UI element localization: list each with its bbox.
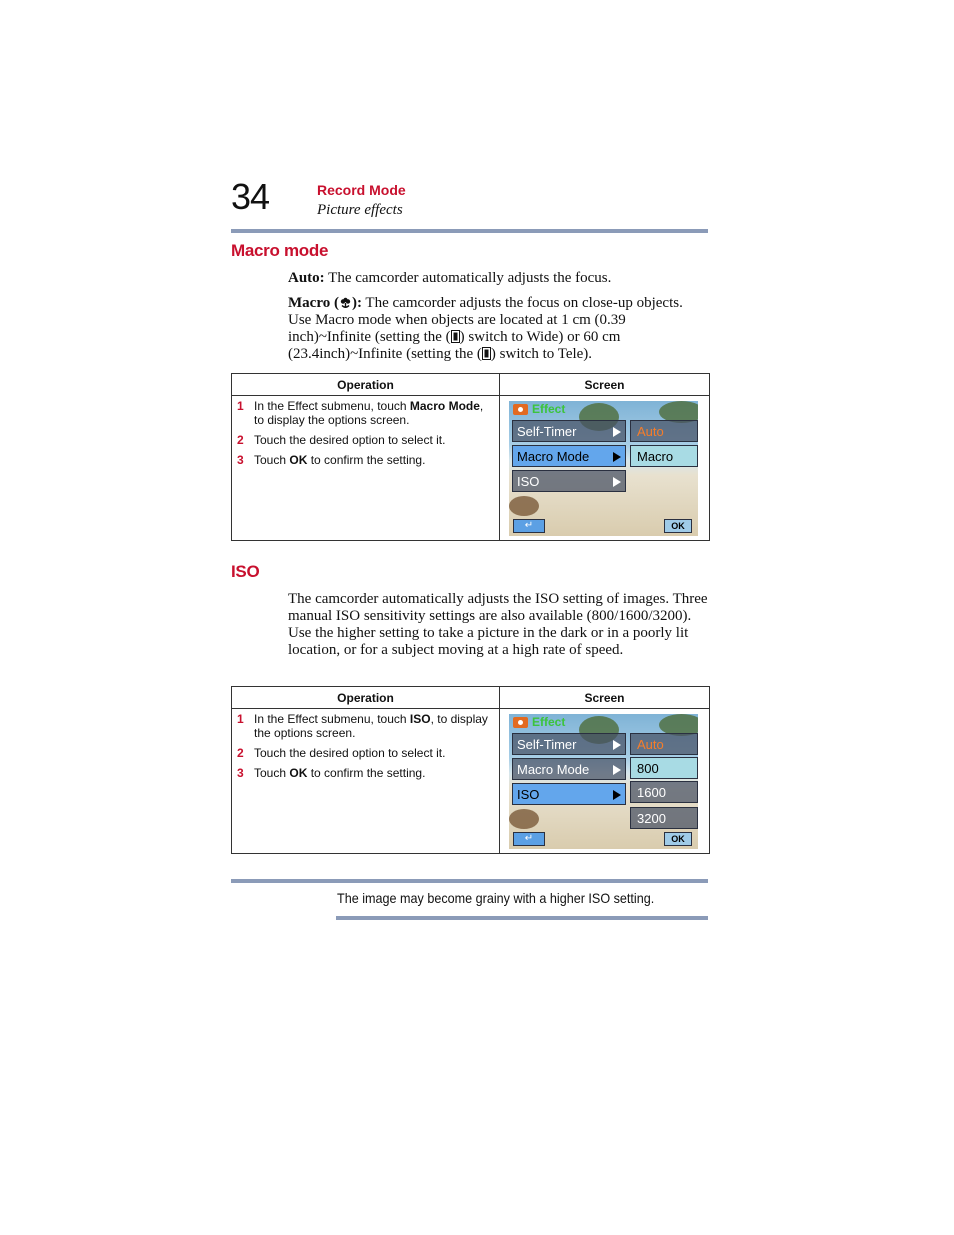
back-button[interactable] (513, 832, 545, 846)
macro-label-end: ): (351, 295, 362, 311)
paragraph-macro (288, 295, 708, 363)
effect-label: Effect (532, 402, 566, 416)
option-auto[interactable]: Auto (630, 420, 698, 442)
section-title: Picture effects (317, 202, 403, 218)
arrow-right-icon (613, 790, 621, 800)
auto-label: Auto: (288, 270, 325, 286)
screen-cell (500, 396, 710, 541)
macro-flower-icon (339, 296, 352, 309)
back-button[interactable] (513, 519, 545, 533)
operation-steps-cell (232, 709, 500, 854)
menu-item-iso[interactable]: ISO (512, 470, 626, 492)
effect-label: Effect (532, 715, 566, 729)
note-text: The image may become grainy with a higher ISO setting. (337, 890, 655, 906)
camera-screen-macro (509, 401, 698, 536)
step-item: 3 Touch OK to confirm the setting. (237, 766, 426, 780)
screen-cell (500, 709, 710, 854)
column-header-operation: Operation (232, 687, 500, 709)
option-3200[interactable]: 3200 (630, 807, 698, 829)
camera-icon (513, 717, 528, 728)
camera-icon (513, 404, 528, 415)
step-item: 2 Touch the desired option to select it. (237, 433, 446, 447)
back-arrow-icon: ↵ (524, 520, 534, 531)
auto-text: The camcorder automatically adjusts the focus. (324, 270, 612, 286)
paragraph-auto (288, 270, 708, 287)
arrow-right-icon (613, 427, 621, 437)
zoom-switch-icon (482, 347, 491, 360)
menu-item-self-timer[interactable]: Self-Timer (512, 733, 626, 755)
column-header-operation: Operation (232, 374, 500, 396)
macro-operation-table (231, 373, 710, 541)
option-macro[interactable]: Macro (630, 445, 698, 467)
back-arrow-icon: ↵ (524, 833, 534, 844)
column-header-screen: Screen (500, 687, 710, 709)
ok-button[interactable]: OK (664, 519, 692, 533)
ok-button[interactable]: OK (664, 832, 692, 846)
step-item: 1 In the Effect submenu, touch Macro Mode, to display the options screen. (237, 399, 484, 427)
camera-screen-iso (509, 714, 698, 849)
option-1600[interactable]: 1600 (630, 781, 698, 803)
operation-steps-cell (232, 396, 500, 541)
macro-text-1: The camcorder adjusts the focus on close-up objects. Use Macro mode when objects are located at 1 cm (0.39 inch)~Infinite (setting the ( (288, 295, 683, 345)
heading-iso: ISO (231, 562, 260, 581)
zoom-switch-icon (451, 330, 460, 343)
note-rule-bottom (336, 916, 708, 920)
header-rule (231, 229, 708, 233)
menu-item-self-timer[interactable]: Self-Timer (512, 420, 626, 442)
column-header-screen: Screen (500, 374, 710, 396)
iso-operation-table (231, 686, 710, 854)
arrow-right-icon (613, 477, 621, 487)
page-number: 34 (231, 176, 270, 217)
macro-text-2: ) switch to Wide) or 60 cm (23.4inch)~Infinite (setting the ( (288, 329, 621, 362)
step-item: 3 Touch OK to confirm the setting. (237, 453, 426, 467)
heading-macro-mode: Macro mode (231, 241, 329, 260)
step-item: 1 In the Effect submenu, touch ISO, to display the options screen. (237, 712, 488, 740)
step-item: 2 Touch the desired option to select it. (237, 746, 446, 760)
note-rule-top (231, 879, 708, 883)
arrow-right-icon (613, 740, 621, 750)
option-auto[interactable]: Auto (630, 733, 698, 755)
paragraph-iso: The camcorder automatically adjusts the ISO setting of images. Three manual ISO sensitivity settings are also available (800/1600/3200). Use the higher setting to take a picture in the dark or in a poorly lit location, or for a subject moving at a high rate of speed. (288, 591, 708, 658)
macro-text-3: ) switch to Tele). (490, 346, 593, 362)
arrow-right-icon (613, 452, 621, 462)
arrow-right-icon (613, 765, 621, 775)
chapter-title: Record Mode (317, 182, 406, 198)
menu-item-macro-mode[interactable]: Macro Mode (512, 445, 626, 467)
option-800[interactable]: 800 (630, 757, 698, 779)
menu-item-macro-mode[interactable]: Macro Mode (512, 758, 626, 780)
menu-item-iso[interactable]: ISO (512, 783, 626, 805)
macro-label: Macro ( (288, 295, 339, 311)
